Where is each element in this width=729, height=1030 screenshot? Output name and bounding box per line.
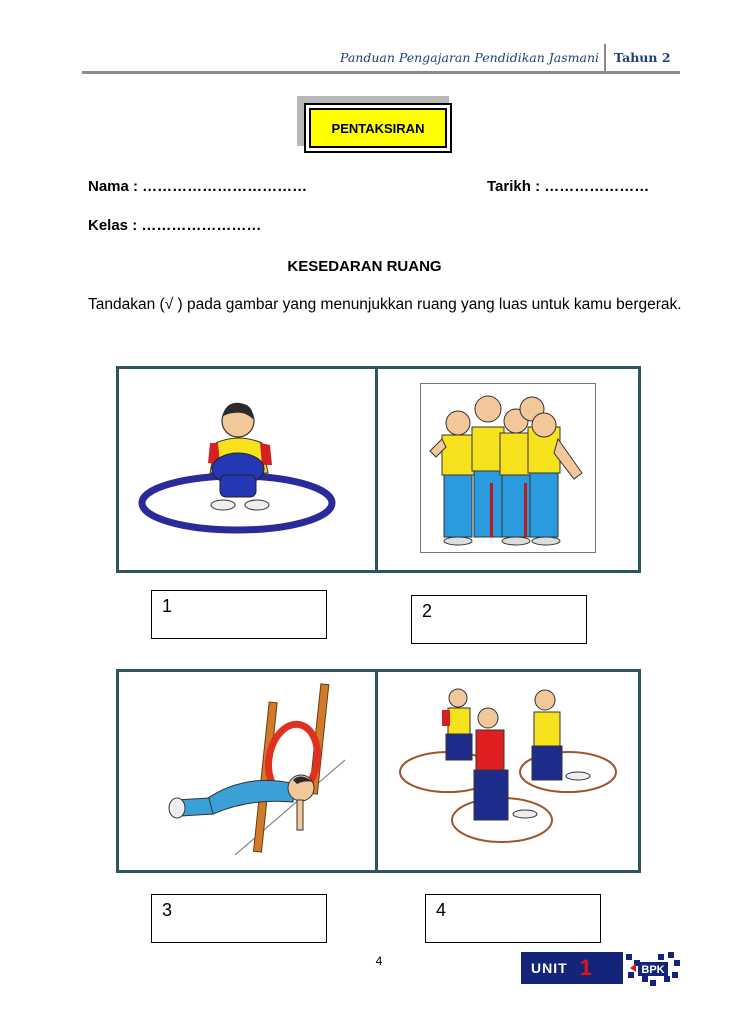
picture-divider-bottom (375, 669, 378, 873)
header-rule (82, 71, 680, 74)
class-field[interactable]: Kelas : …………………… (88, 217, 262, 234)
child-body (205, 780, 295, 814)
answer-number-3: 3 (162, 900, 173, 920)
date-field[interactable]: Tarikh : ………………… (487, 178, 650, 195)
header-separator (604, 44, 606, 73)
picture-divider-top (375, 366, 378, 573)
header-subtitle: Panduan Pengajaran Pendidikan Jasmani (340, 50, 599, 65)
answer-box-1[interactable] (151, 590, 327, 639)
answer-box-4[interactable] (425, 894, 601, 943)
illustration-crowded-group (420, 383, 596, 553)
instruction-text: Tandakan (√ ) pada gambar yang menunjukkan ruang yang luas untuk kamu bergerak. (88, 296, 682, 313)
name-field[interactable]: Nama : …………………………… (88, 178, 308, 195)
illustration-child-in-hoop (130, 393, 345, 543)
answer-box-2[interactable] (411, 595, 587, 644)
kid-left (442, 689, 472, 760)
answer-number-1: 1 (162, 596, 173, 616)
page-title: KESEDARAN RUANG (287, 258, 442, 275)
unit-badge (521, 952, 623, 984)
answer-number-2: 2 (422, 601, 433, 621)
unit-number: 1 (579, 955, 592, 980)
answer-number-4: 4 (436, 900, 447, 920)
legs-shape (220, 475, 256, 497)
unit-label: UNIT (531, 960, 568, 976)
assessment-tag: PENTAKSIRAN (309, 108, 447, 148)
page-number: 4 (375, 954, 383, 968)
shoe-right-shape (245, 500, 269, 510)
shoe-left-shape (211, 500, 235, 510)
illustration-crawl-through-hoop (165, 680, 355, 865)
bpk-logo-text: BPK (641, 964, 665, 976)
bpk-logo (624, 950, 682, 986)
kid-center (474, 708, 537, 820)
header-year: Tahun 2 (614, 50, 671, 65)
kid-right (532, 690, 590, 780)
illustration-separate-hoops (390, 680, 625, 865)
answer-box-3[interactable] (151, 894, 327, 943)
